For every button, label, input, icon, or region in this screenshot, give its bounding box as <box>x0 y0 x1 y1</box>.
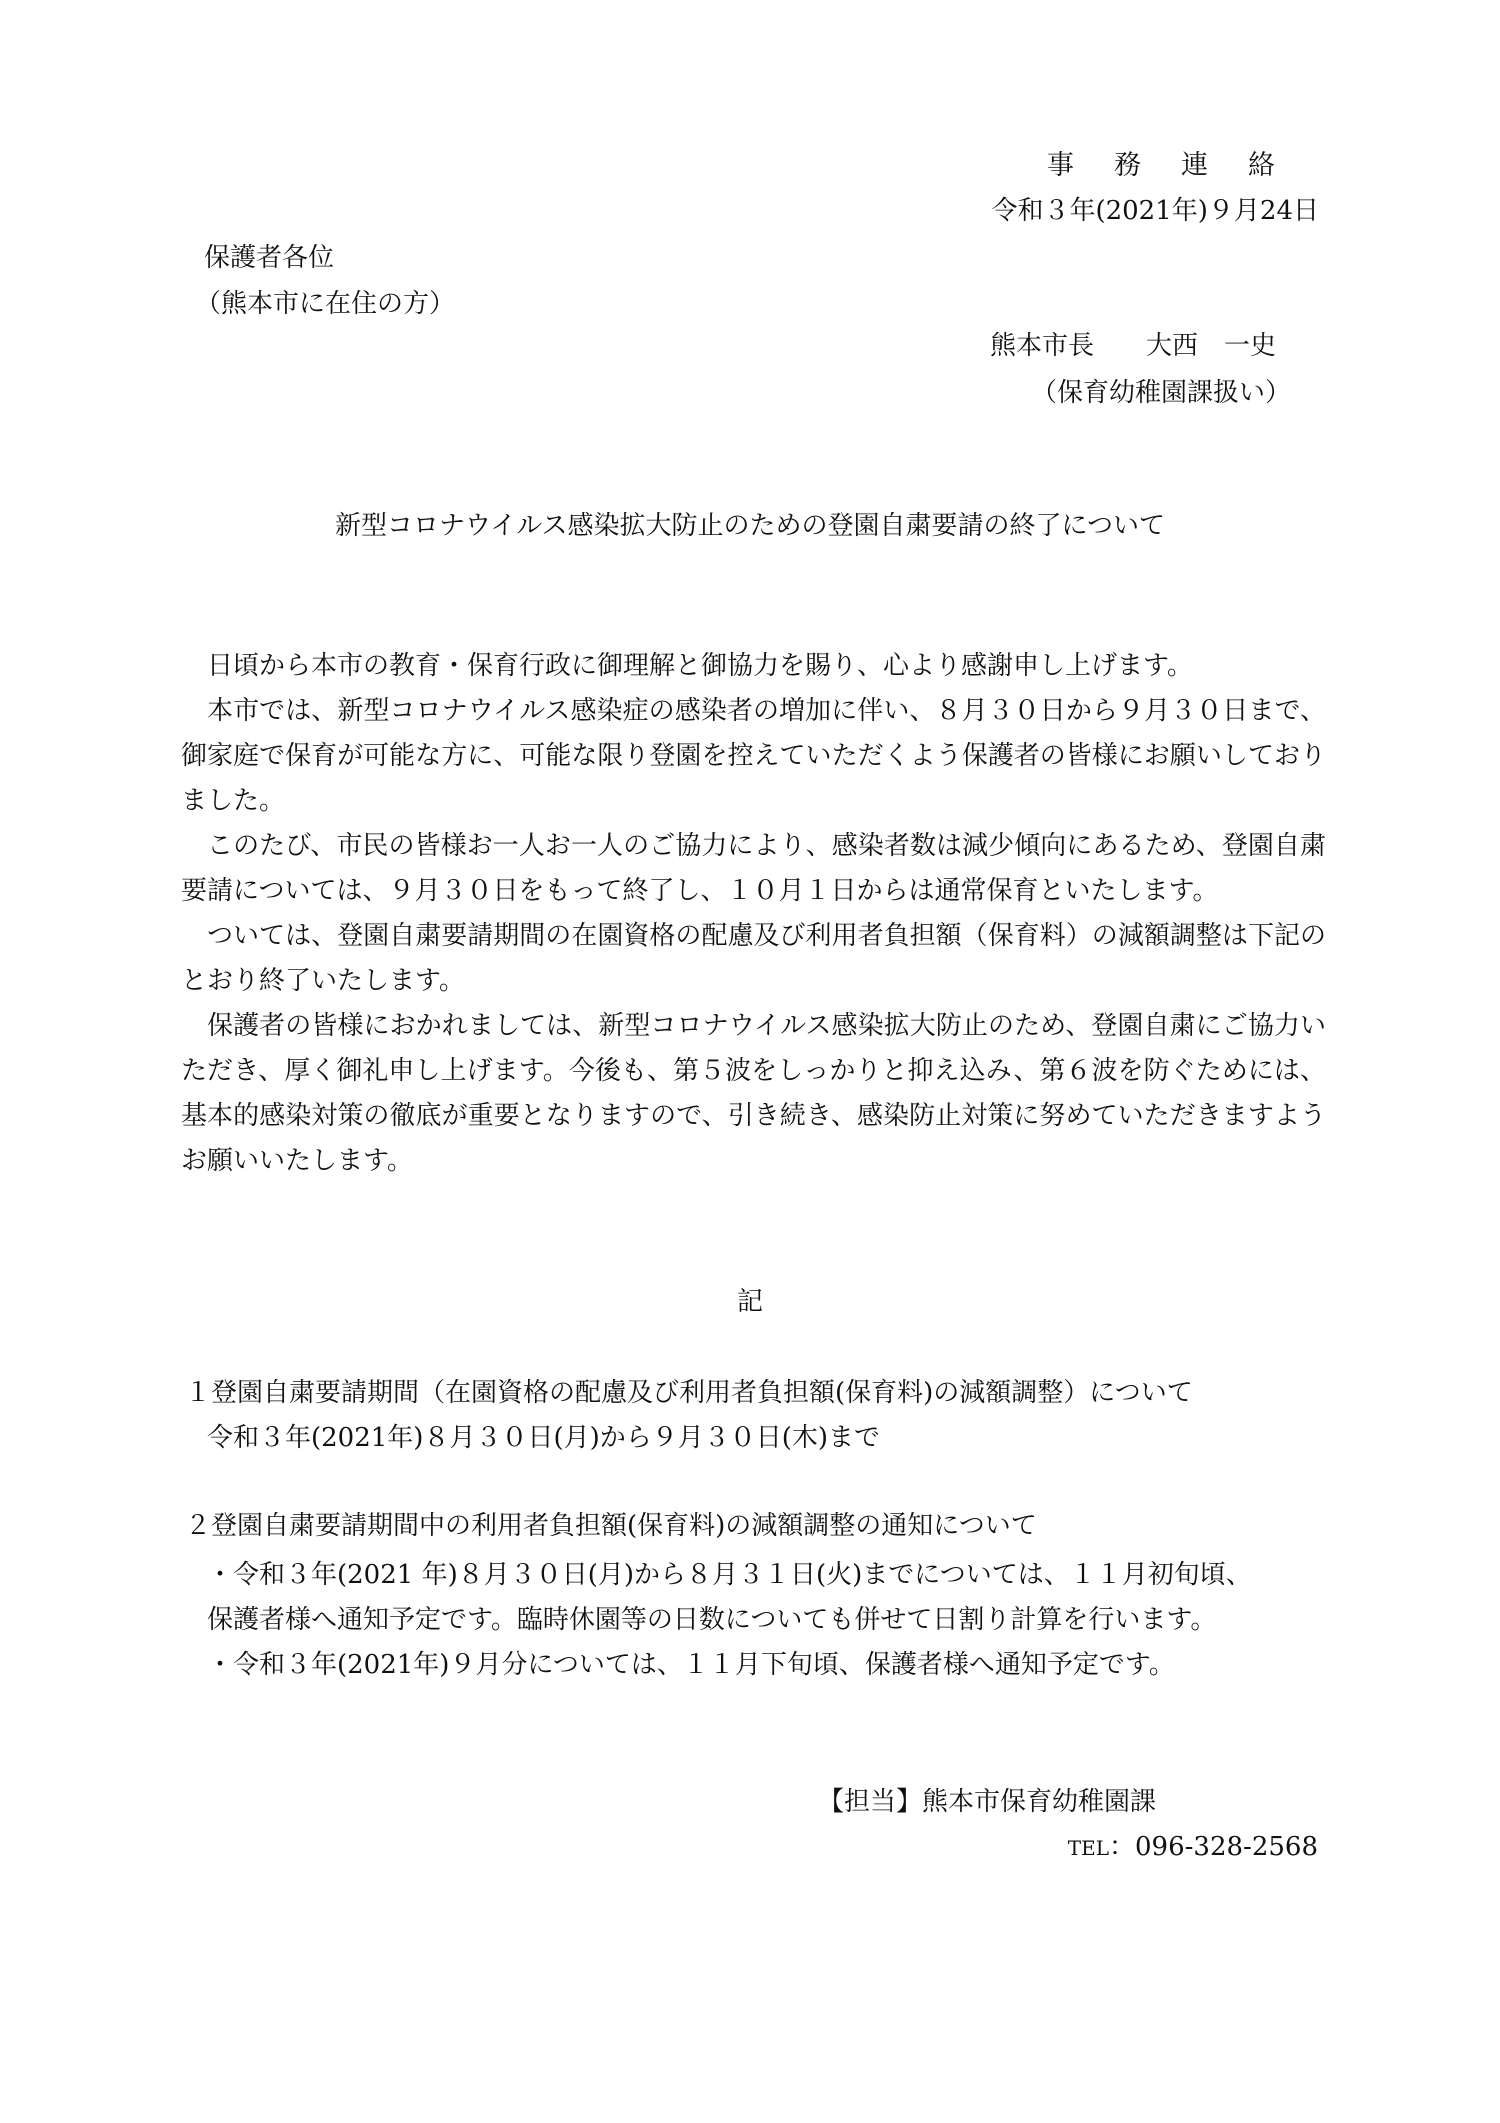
paragraph: 日頃から本市の教育・保育行政に御理解と御協力を賜り、心より感謝申し上げます。 <box>207 651 1193 681</box>
sender-dept: （保育幼稚園課扱い） <box>1031 378 1292 408</box>
section2-line1: ・令和３年(2021 年)８月３０日(月)から８月３１日(火)までについては、１１月初旬頃、 <box>207 1560 1252 1590</box>
contact-tel <box>1068 1832 1318 1863</box>
tel-number: ：096-328-2568 <box>1109 1832 1318 1862</box>
body-text <box>181 644 1326 1184</box>
section1-heading: １登園自粛要請期間（在園資格の配慮及び利用者負担額(保育料)の減額調整）について <box>185 1378 1193 1408</box>
section2-line2: 保護者様へ通知予定です。臨時休園等の日数についても併せて日割り計算を行います。 <box>207 1605 1217 1635</box>
paragraph: このたび、市民の皆様お一人お一人のご協力により、感染者数は減少傾向にあるため、登園自粛要請については、９月３０日をもって終了し、１０月１日からは通常保育といたします。 <box>181 831 1326 906</box>
sender: 熊本市長 大西 一史 <box>990 331 1277 361</box>
tel-label: TEL <box>1067 1836 1109 1860</box>
section1-body: 令和３年(2021年)８月３０日(月)から９月３０日(木)まで <box>207 1423 881 1453</box>
recipient-note: （熊本市に在住の方） <box>195 289 456 319</box>
ki-marker: 記 <box>736 1287 763 1317</box>
document-title: 新型コロナウイルス感染拡大防止のための登園自粛要請の終了について <box>335 511 1165 541</box>
paragraph: ついては、登園自粛要請期間の在園資格の配慮及び利用者負担額（保育料）の減額調整は下記のとおり終了いたします。 <box>181 921 1326 996</box>
paragraph: 本市では、新型コロナウイルス感染症の感染者の増加に伴い、８月３０日から９月３０日まで、御家庭で保育が可能な方に、可能な限り登園を控えていただくよう保護者の皆様にお願いしておりました。 <box>181 696 1326 816</box>
contact-label: 【担当】熊本市保育幼稚園課 <box>818 1787 1157 1817</box>
document-type: 事務連絡 <box>1047 150 1315 181</box>
paragraph: 保護者の皆様におかれましては、新型コロナウイルス感染拡大防止のため、登園自粛にご協力いただき、厚く御礼申し上げます。今後も、第５波をしっかりと抑え込み、第６波を防ぐためには、基本的感染対策の徹底が重要となりますので、引き続き、感染防止対策に努めていただきますようお願いいたします。 <box>181 1011 1326 1176</box>
document-date: 令和３年(2021年)９月24日 <box>991 196 1319 226</box>
section2-heading: ２登園自粛要請期間中の利用者負担額(保育料)の減額調整の通知について <box>185 1511 1037 1541</box>
recipient: 保護者各位 <box>204 243 335 273</box>
section2-line3: ・令和３年(2021年)９月分については、１１月下旬頃、保護者様へ通知予定です。 <box>207 1650 1175 1680</box>
